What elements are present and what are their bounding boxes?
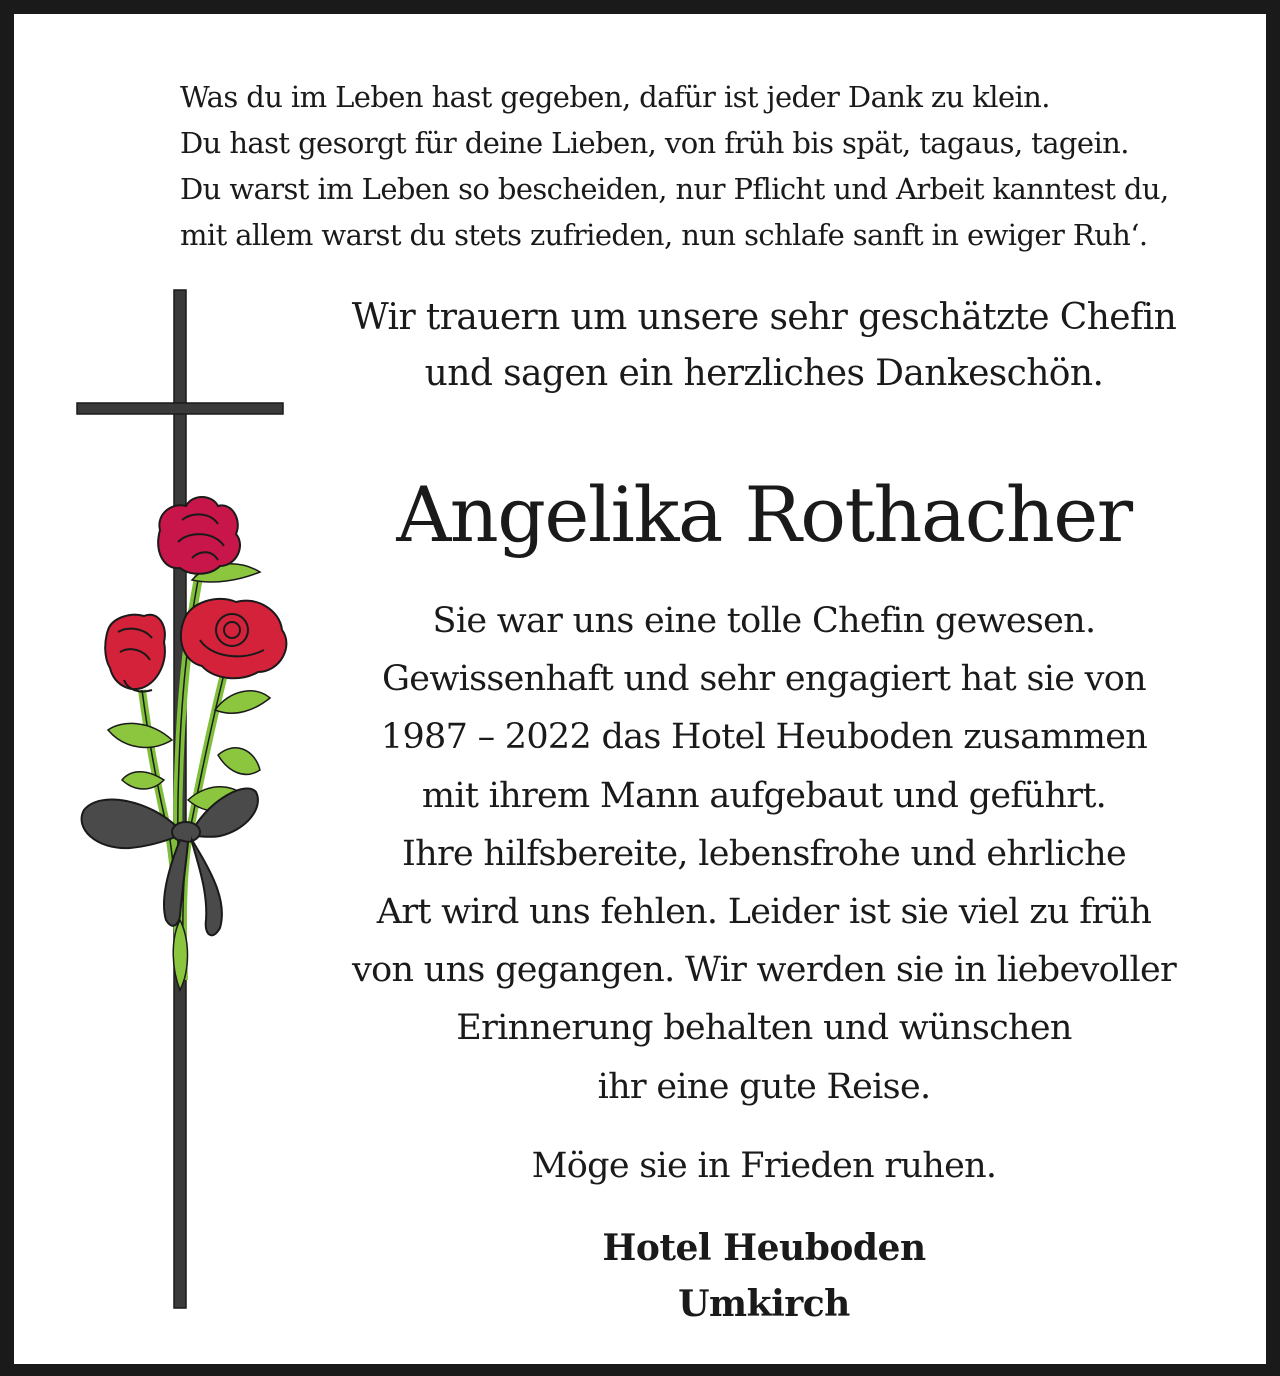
cross-with-roses-icon xyxy=(60,280,300,1320)
closing-blessing: Möge sie in Frieden ruhen. xyxy=(531,1146,997,1186)
intro-line: und sagen ein herzliches Dankeschön. xyxy=(424,353,1104,394)
rose-icon xyxy=(181,599,287,678)
poem-line: Was du im Leben hast gegeben, dafür ist jeder Dank zu klein. xyxy=(180,80,1050,114)
signature-company: Hotel Heuboden xyxy=(602,1227,926,1269)
tribute-text xyxy=(304,592,1224,1116)
deceased-name: Angelika Rothacher xyxy=(396,470,1132,559)
signature-location: Umkirch xyxy=(678,1283,850,1325)
tribute-line: von uns gegangen. Wir werden sie in liebevoller xyxy=(352,950,1176,991)
rose-icon xyxy=(158,497,240,574)
rose-icon xyxy=(105,615,165,692)
tribute-line: Ihre hilfsbereite, lebensfrohe und ehrliche xyxy=(402,833,1126,874)
tribute-line: ihr eine gute Reise. xyxy=(597,1066,931,1107)
tribute-line: 1987 – 2022 das Hotel Heuboden zusammen xyxy=(380,717,1148,758)
poem-line: mit allem warst du stets zufrieden, nun schlafe sanft in ewiger Ruh‘. xyxy=(180,218,1148,252)
tribute-line: mit ihrem Mann aufgebaut und geführt. xyxy=(421,775,1107,816)
intro-line: Wir trauern um unsere sehr geschätzte Chefin xyxy=(351,297,1177,338)
memorial-poem xyxy=(180,74,1260,258)
signature-block xyxy=(314,1220,1214,1332)
tribute-line: Sie war uns eine tolle Chefin gewesen. xyxy=(432,601,1096,641)
poem-line: Du warst im Leben so bescheiden, nur Pflicht und Arbeit kanntest du, xyxy=(180,172,1169,206)
tribute-line: Gewissenhaft und sehr engagiert hat sie von xyxy=(382,659,1146,700)
tribute-line: Art wird uns fehlen. Leider ist sie viel zu früh xyxy=(376,891,1152,932)
mourning-intro xyxy=(314,290,1214,402)
poem-line: Du hast gesorgt für deine Lieben, von früh bis spät, tagaus, tagein. xyxy=(180,126,1129,160)
tribute-line: Erinnerung behalten und wünschen xyxy=(456,1008,1072,1049)
